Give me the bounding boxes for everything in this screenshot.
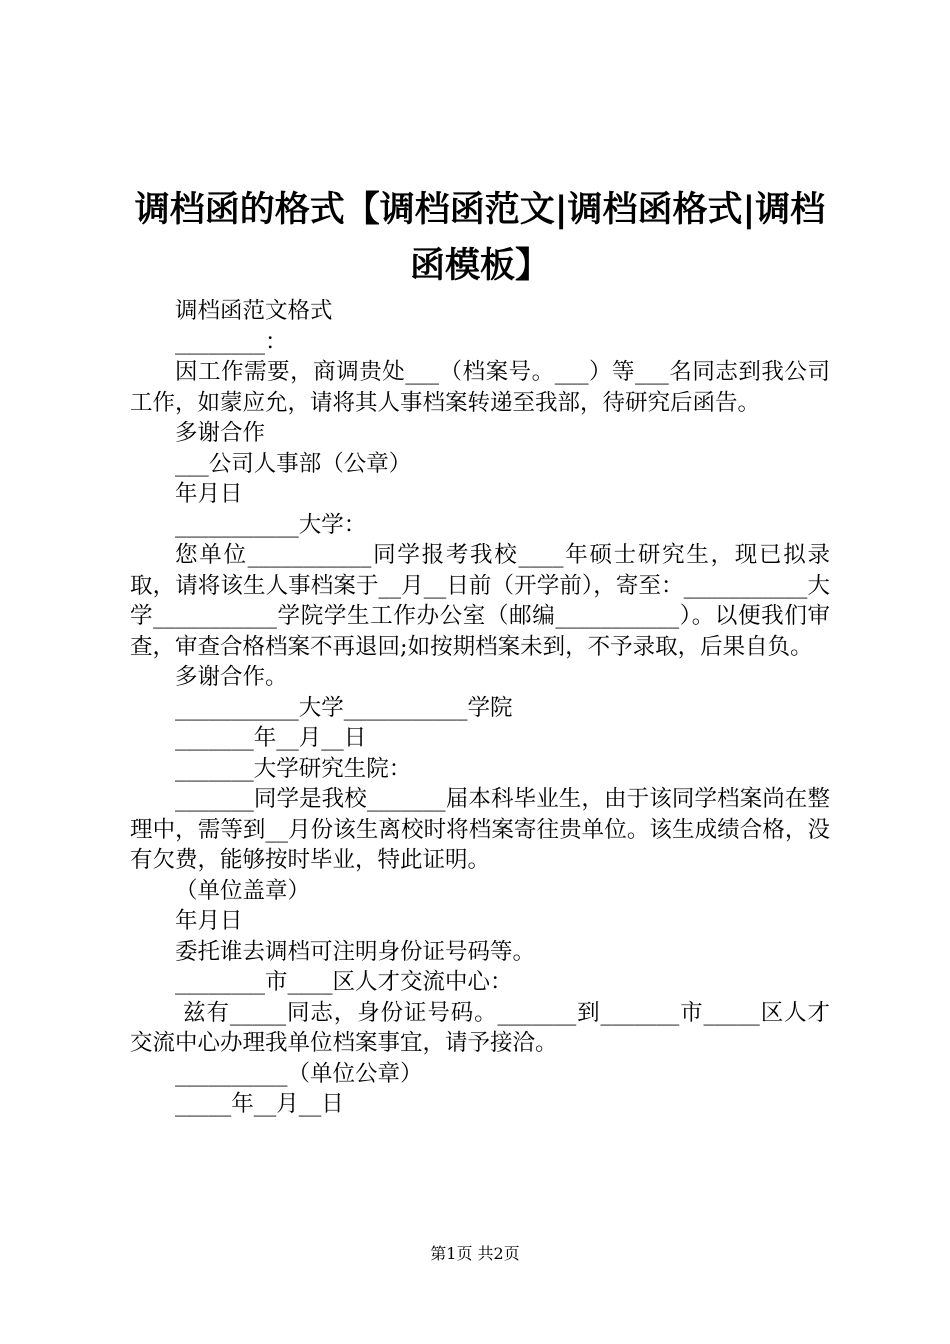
paragraph: 兹有_____同志，身份证号码。_______到_______市_____区人才交流中心办理我单位档案事宜，请予接洽。 <box>130 999 830 1056</box>
paragraph: ________： <box>175 328 288 355</box>
paragraph: 调档函范文格式 <box>175 298 333 324</box>
paragraph: ___________大学： <box>175 511 367 538</box>
paragraph: 您单位___________同学报考我校____年硕士研究生，现已拟录取，请将该生人事档案于__月__日前（开学前），寄至：___________大学___________学院学生工作办公室（邮编___________）。以便我们审查，审查合格档案不再退回;如按期档案未到，不予录取，后果自负。 <box>130 542 830 660</box>
paragraph: 年月日 <box>175 481 243 507</box>
paragraph: ________市____区人才交流中心： <box>175 969 513 995</box>
paragraph: _______同学是我校_______届本科毕业生，由于该同学档案尚在整理中，需等到__月份该生离校时将档案寄往贵单位。该生成绩合格，没有欠费，能够按时毕业，特此证明。 <box>130 786 830 873</box>
paragraph: ___________大学___________学院 <box>175 694 513 721</box>
paragraph: ___公司人事部（公章） <box>175 450 412 477</box>
document-title: 调档函的格式【调档函范文|调档函格式|调档函模板】 <box>134 190 826 286</box>
paragraph: 多谢合作。 <box>175 664 288 690</box>
paragraph: 多谢合作 <box>175 420 266 446</box>
paragraph: _____年__月__日 <box>175 1091 344 1117</box>
paragraph: （单位盖章） <box>175 877 311 904</box>
paragraph: 年月日 <box>175 908 243 934</box>
document-body <box>130 296 830 1120</box>
paragraph: 委托谁去调档可注明身份证号码等。 <box>175 938 536 965</box>
paragraph: _______大学研究生院： <box>175 755 412 782</box>
paragraph: 因工作需要，商调贵处___（档案号。___）等___名同志到我公司工作，如蒙应允，请将其人事档案转递至我部，待研究后函告。 <box>130 359 830 416</box>
paragraph: _______年__月__日 <box>175 725 367 751</box>
page-footer: 第1页 共2页 <box>430 1244 520 1263</box>
paragraph: __________（单位公章） <box>175 1060 423 1087</box>
